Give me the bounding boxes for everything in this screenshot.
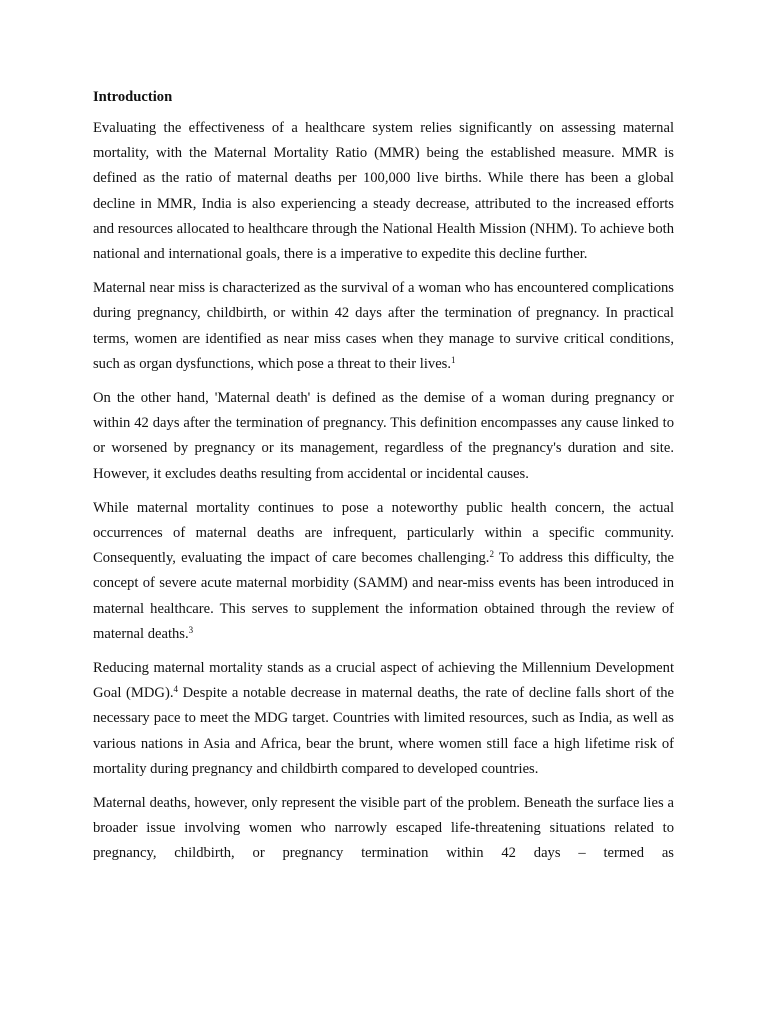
citation-ref: 2 xyxy=(489,549,494,560)
paragraph-mmr xyxy=(93,116,674,267)
paragraph-maternal-death xyxy=(93,386,674,487)
paragraph-near-miss xyxy=(93,276,674,377)
paragraph-text: On the other hand, 'Maternal death' is defined as the demise of a woman during pregnancy or within 42 days after the termination of pregnancy. This definition encompasses any cause linked to or worsened by pregnancy or its management, regardless of the pregnancy's duration and site. However, it excludes deaths resulting from accidental or incidental causes. xyxy=(93,390,674,482)
paragraph-samm xyxy=(93,496,674,647)
paragraph-text: To address this difficulty, the concept of severe acute maternal morbidity (SAMM) and near-miss events has been introduced in maternal healthcare. This serves to supplement the information obtained through the review of maternal deaths. xyxy=(93,550,674,642)
paragraph-text: Despite a notable decrease in maternal deaths, the rate of decline falls short of the necessary pace to meet the MDG target. Countries with limited resources, such as India, as well as various nations in Asia and Africa, bear the brunt, where women still face a high lifetime risk of mortality during pregnancy and childbirth compared to developed countries. xyxy=(93,685,674,777)
paragraph-text: Reducing maternal mortality stands as a crucial aspect of achieving the Millennium Development Goal (MDG). xyxy=(93,660,674,702)
paragraph-text: Evaluating the effectiveness of a healthcare system relies significantly on assessing maternal mortality, with the Maternal Mortality Ratio (MMR) being the established measure. MMR is defined as the ratio of maternal deaths per 100,000 live births. While there has been a global decline in MMR, India is also experiencing a steady decrease, attributed to the increased efforts and resources allocated to healthcare through the National Health Mission (NHM). To achieve both national and international goals, there is a imperative to expedite this decline further. xyxy=(93,120,674,263)
citation-ref: 4 xyxy=(173,684,178,695)
paragraph-visible-problem xyxy=(93,791,674,867)
document-page xyxy=(93,86,674,876)
paragraph-text: While maternal mortality continues to pose a noteworthy public health concern, the actual occurrences of maternal deaths are infrequent, particularly within a specific community. Consequently, evaluating the impact of care becomes challenging. xyxy=(93,499,674,567)
paragraph-mdg xyxy=(93,656,674,782)
paragraph-text: Maternal near miss is characterized as the survival of a woman who has encountered complications during pregnancy, childbirth, or within 42 days after the termination of pregnancy. In practical terms, women are identified as near miss cases when they manage to survive critical conditions, such as organ dysfunctions, which pose a threat to their lives. xyxy=(93,280,674,372)
citation-ref: 3 xyxy=(188,624,194,635)
citation-ref: 1 xyxy=(451,354,456,365)
paragraph-text: Maternal deaths, however, only represent the visible part of the problem. Beneath the surface lies a broader issue involving women who narrowly escaped life-threatening situations related to pregnancy, childbirth, or pregnancy termination within 42 days – termed as xyxy=(93,795,674,862)
section-heading: Introduction xyxy=(93,89,173,105)
